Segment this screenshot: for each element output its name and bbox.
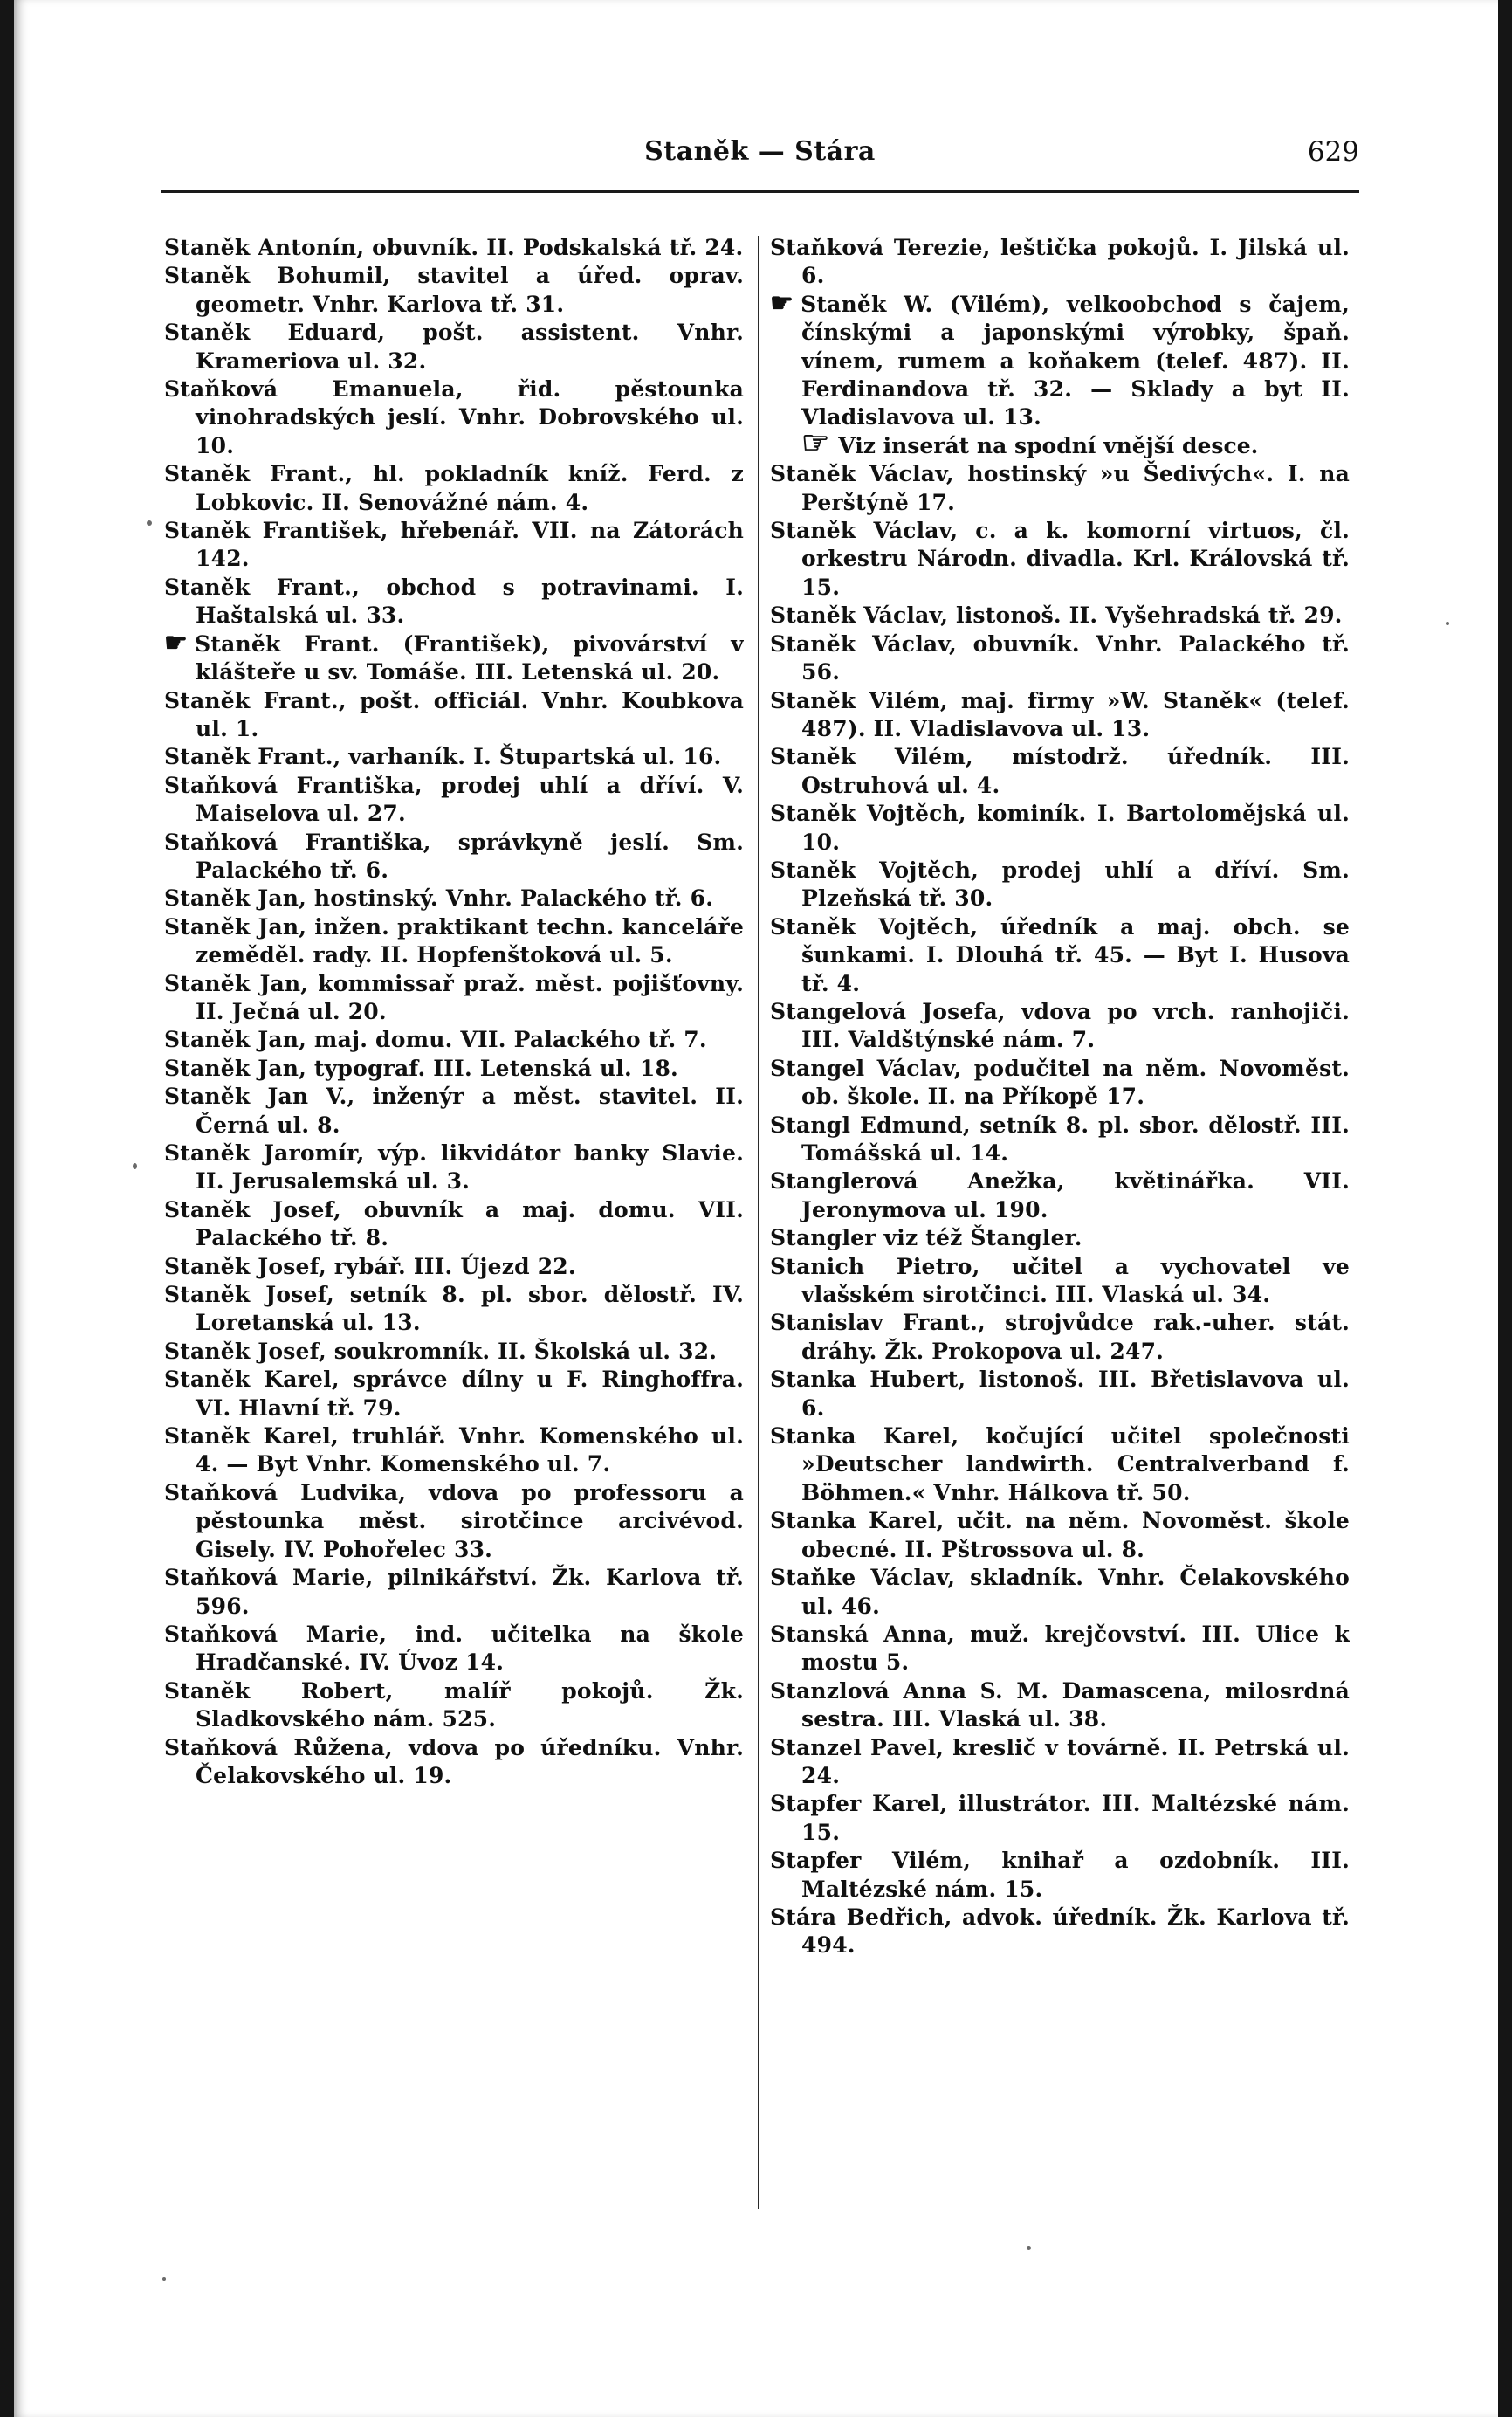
directory-entry: Stanka Hubert, listonoš. III. Břetislavova ul. 6. — [770, 1367, 1350, 1421]
directory-entry: Staňke Václav, skladník. Vnhr. Čelakovského ul. 46. — [770, 1565, 1350, 1619]
directory-entry: Staněk Eduard, pošt. assistent. Vnhr. Krameriova ul. 32. — [164, 320, 744, 374]
directory-entry: Staněk Josef, setník 8. pl. sbor. dělostř. IV. Loretanská ul. 13. — [164, 1282, 744, 1336]
directory-entry-marked — [164, 627, 744, 687]
insert-note — [770, 423, 1350, 461]
directory-entry: Staňková Ludvika, vdova po professoru a pěstounka měst. sirotčince arcivévod. Gisely. IV. Pohořelec 33. — [164, 1479, 744, 1562]
directory-entry: Stanglerová Anežka, květinářka. VII. Jeronymova ul. 190. — [770, 1168, 1350, 1222]
directory-entry: Stanka Karel, učit. na něm. Novoměst. škole obecné. II. Pštrossova ul. 8. — [770, 1508, 1350, 1562]
directory-entry: Staněk Robert, malíř pokojů. Žk. Sladkovského nám. 525. — [164, 1677, 744, 1732]
directory-entry: Staněk Jan, hostinský. Vnhr. Palackého tř. 6. — [164, 885, 714, 912]
directory-entry: Staněk Vojtěch, kominík. I. Bartolomějská ul. 10. — [770, 801, 1350, 855]
directory-entry: Staňková Marie, pilnikářství. Žk. Karlova tř. 596. — [164, 1565, 744, 1619]
directory-entry: Staněk Václav, c. a k. komorní virtuos, čl. orkestru Národn. divadla. Krl. Královská tř. 15. — [770, 518, 1350, 600]
entry-text: Staněk Frant. (František), pivovárství v klášteře u sv. Tomáše. III. Letenská ul. 20. — [195, 630, 744, 685]
directory-entry: Staněk Jan V., inženýr a měst. stavitel. II. Černá ul. 8. — [164, 1084, 744, 1138]
directory-entry: Staněk Bohumil, stavitel a úřed. oprav. geometr. Vnhr. Karlova tř. 31. — [164, 263, 744, 317]
directory-entry: Staněk Václav, obuvník. Vnhr. Palackého tř. 56. — [770, 630, 1350, 685]
directory-entry: Staňková Emanuela, řid. pěstounka vinohradských jeslí. Vnhr. Dobrovského ul. 10. — [164, 376, 744, 458]
directory-entry: Staňková Růžena, vdova po úředníku. Vnhr. Čelakovského ul. 19. — [164, 1734, 744, 1788]
directory-entry: Stára Bedřich, advok. úředník. Žk. Karlova tř. 494. — [770, 1904, 1350, 1959]
directory-entry: Stanka Karel, kočující učitel společnosti »Deutscher landwirth. Centralverband f. Böhmen.« Vnhr. Hálkova tř. 50. — [770, 1423, 1350, 1505]
directory-entry: Stapfer Vilém, knihař a ozdobník. III. Maltézské nám. 15. — [770, 1848, 1350, 1902]
hand-icon: ☛ — [770, 287, 794, 319]
directory-entry: Staněk Frant., hl. pokladník kníž. Ferd. z Lobkovic. II. Senovážné nám. 4. — [164, 461, 744, 515]
directory-entry: Staněk Jan, typograf. III. Letenská ul. 18. — [164, 1055, 678, 1081]
directory-entry: Staněk Antonín, obuvník. II. Podskalská tř. 24. — [164, 235, 744, 260]
directory-entry: Stanzlová Anna S. M. Damascena, milosrdná sestra. III. Vlaská ul. 38. — [770, 1677, 1350, 1732]
print-speck — [162, 2277, 166, 2281]
directory-entry: Stanislav Frant., strojvůdce rak.-uher. stát. dráhy. Žk. Prokopova ul. 247. — [770, 1310, 1350, 1364]
print-speck — [133, 1163, 137, 1169]
directory-entry: Staňková Terezie, leštička pokojů. I. Jilská ul. 6. — [770, 235, 1350, 289]
column-divider — [758, 236, 759, 2209]
directory-entry: Staněk Jan, inžen. praktikant techn. kanceláře zeměděl. rady. II. Hopfenštoková ul. 5. — [164, 913, 744, 968]
page-header — [161, 136, 1359, 182]
directory-entry: Staněk František, hřebenář. VII. na Zátorách 142. — [164, 518, 744, 572]
directory-entry: Staněk Vilém, místodrž. úředník. III. Ostruhová ul. 4. — [770, 744, 1350, 798]
directory-entry: Stanich Pietro, učitel a vychovatel ve vlašském sirotčinci. III. Vlaská ul. 34. — [770, 1253, 1350, 1308]
page-number: 629 — [1307, 136, 1359, 168]
directory-entry: Stanská Anna, muž. krejčovství. III. Ulice k mostu 5. — [770, 1621, 1350, 1676]
pointing-hand-icon: ☞ — [801, 423, 830, 461]
entry-text: Staněk W. (Vilém), velkoobchod s čajem, čínskými a japonskými výrobky, špaň. vínem, rumem a koňakem (telef. 487). II. Ferdinandova tř. 32. — Sklady a byt II. Vladislavova ul. 13. — [801, 291, 1350, 430]
print-speck — [147, 520, 152, 526]
directory-entry: Staněk Josef, soukromník. II. Školská ul. 32. — [164, 1338, 718, 1364]
directory-entry: Staněk Jaromír, výp. likvidátor banky Slavie. II. Jerusalemská ul. 3. — [164, 1140, 744, 1195]
directory-entry: Staněk Jan, kommissař praž. měst. pojišťovny. II. Ječná ul. 20. — [164, 970, 744, 1024]
right-column — [770, 234, 1350, 2312]
directory-entry: Staněk Josef, obuvník a maj. domu. VII. Palackého tř. 8. — [164, 1196, 744, 1251]
directory-entry: Staněk Vojtěch, prodej uhlí a dříví. Sm. Plzeňská tř. 30. — [770, 857, 1350, 912]
directory-entry: Staněk Frant., varhaník. I. Štupartská ul. 16. — [164, 744, 722, 770]
directory-entry: Staňková Františka, prodej uhlí a dříví. V. Maiselova ul. 27. — [164, 772, 744, 827]
print-speck — [1446, 622, 1449, 625]
hand-icon: ☛ — [164, 627, 189, 658]
directory-entry: Stanzel Pavel, kreslič v továrně. II. Petrská ul. 24. — [770, 1734, 1350, 1788]
directory-entry: Staněk Václav, listonoš. II. Vyšehradská tř. 29. — [770, 603, 1343, 629]
directory-entry: Staněk Vojtěch, úředník a maj. obch. se šunkami. I. Dlouhá tř. 45. — Byt I. Husova tř. 4. — [770, 913, 1350, 996]
directory-entry: Staněk Karel, truhlář. Vnhr. Komenského ul. 4. — Byt Vnhr. Komenského ul. 7. — [164, 1423, 744, 1477]
left-column — [164, 234, 744, 2312]
directory-entry: Staněk Václav, hostinský »u Šedivých«. I. na Perštýně 17. — [770, 461, 1350, 515]
directory-entry: Staněk Josef, rybář. III. Újezd 22. — [164, 1253, 576, 1279]
directory-page — [14, 0, 1498, 2417]
directory-entry: Staněk Jan, maj. domu. VII. Palackého tř. 7. — [164, 1027, 707, 1053]
directory-entry: Staněk Frant., pošt. officiál. Vnhr. Koubkova ul. 1. — [164, 687, 744, 741]
directory-entry: Stapfer Karel, illustrátor. III. Maltézské nám. 15. — [770, 1791, 1350, 1845]
header-rule — [161, 190, 1359, 193]
directory-entry: Staňková Františka, správkyně jeslí. Sm. Palackého tř. 6. — [164, 829, 744, 883]
directory-entry: Staněk Frant., obchod s potravinami. I. Haštalská ul. 33. — [164, 574, 744, 629]
directory-entry: Staňková Marie, ind. učitelka na škole Hradčanské. IV. Úvoz 14. — [164, 1621, 744, 1676]
directory-entry: Staněk Vilém, maj. firmy »W. Staněk« (telef. 487). II. Vladislavova ul. 13. — [770, 687, 1350, 741]
directory-entry-marked — [770, 287, 1350, 432]
print-speck — [1027, 2246, 1031, 2250]
directory-entry: Stangelová Josefa, vdova po vrch. ranhojiči. III. Valdštýnské nám. 7. — [770, 998, 1350, 1053]
directory-entry: Stangler viz též Štangler. — [770, 1225, 1082, 1251]
note-text: Viz inserát na spodní vnější desce. — [838, 432, 1259, 458]
directory-entry: Staněk Karel, správce dílny u F. Ringhoffra. VI. Hlavní tř. 79. — [164, 1367, 744, 1421]
directory-entry: Stangel Václav, podučitel na něm. Novoměst. ob. škole. II. na Příkopě 17. — [770, 1055, 1350, 1110]
directory-entry: Stangl Edmund, setník 8. pl. sbor. dělostř. III. Tomášská ul. 14. — [770, 1112, 1350, 1166]
running-title: Staněk — Stára — [644, 136, 876, 167]
